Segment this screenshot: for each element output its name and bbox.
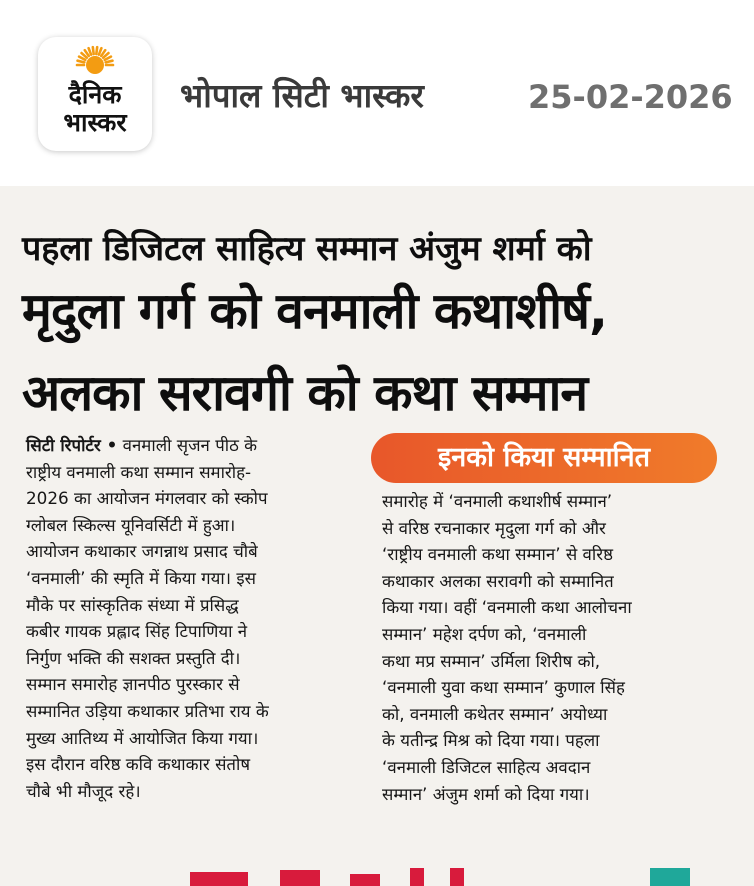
article-line: मुख्य आतिथ्य में आयोजित किया गया। bbox=[26, 727, 259, 748]
sun-ray bbox=[96, 47, 97, 54]
sun-ray bbox=[93, 47, 94, 54]
article-line: सम्मानित उड़िया कथाकार प्रतिभा राय के bbox=[26, 700, 269, 721]
article-line: किया गया। वहीं ‘वनमाली कथा आलोचना bbox=[382, 597, 632, 618]
article-left-column bbox=[26, 432, 361, 804]
article-line: कथाकार अलका सरावगी को सम्मानित bbox=[382, 570, 614, 591]
article-line: ‘वनमाली युवा कथा सम्मान’ कुणाल सिंह bbox=[382, 677, 625, 698]
article-line bbox=[26, 432, 361, 459]
sun-ray bbox=[89, 48, 91, 55]
article-line: ग्लोबल स्किल्स यूनिवर्सिटी में हुआ। bbox=[26, 514, 236, 535]
headline-line-3: अलका सरावगी को कथा सम्मान bbox=[22, 364, 588, 422]
edition-title: भोपाल सिटी भास्कर bbox=[180, 76, 424, 115]
sun-logo-icon bbox=[72, 43, 118, 83]
article-line: 2026 का आयोजन मंगलवार को स्कोप bbox=[26, 488, 268, 509]
logo-text-bhaskar: भास्कर bbox=[63, 108, 127, 137]
article-line: से वरिष्ठ रचनाकार मृदुला गर्ग को और bbox=[382, 517, 606, 538]
next-article-cutoff bbox=[180, 866, 720, 886]
article-text: वनमाली सृजन पीठ के bbox=[117, 435, 258, 455]
honored-section-badge bbox=[371, 433, 717, 483]
edition-date: 25-02-2026 bbox=[528, 78, 733, 116]
article-line: सम्मान समारोह ज्ञानपीठ पुरस्कार से bbox=[26, 674, 240, 695]
article-line: को, वनमाली कथेतर सम्मान’ अयोध्या bbox=[382, 703, 608, 724]
article-line: चौबे भी मौजूद रहे। bbox=[26, 780, 141, 801]
article-right-column bbox=[382, 488, 727, 807]
article-line: इस दौरान वरिष्ठ कवि कथाकार संतोष bbox=[26, 754, 251, 775]
logo-text-dainik: दैनिक bbox=[68, 80, 122, 109]
article-line: ‘वनमाली डिजिटल साहित्य अवदान bbox=[382, 756, 591, 777]
article-line: मौके पर सांस्कृतिक संध्या में प्रसिद्ध bbox=[26, 594, 239, 615]
byline: सिटी रिपोर्टर • bbox=[26, 435, 118, 455]
article-line: के यतीन्द्र मिश्र को दिया गया। पहला bbox=[382, 730, 600, 751]
article-line: कबीर गायक प्रह्लाद सिंह टिपाणिया ने bbox=[26, 621, 248, 642]
article-line: ‘राष्ट्रीय वनमाली कथा सम्मान’ से वरिष्ठ bbox=[382, 544, 613, 565]
app-header bbox=[0, 0, 754, 180]
dainik-bhaskar-logo[interactable] bbox=[38, 37, 152, 151]
sun-ray bbox=[106, 61, 113, 63]
badge-label: इनको किया सम्मानित bbox=[438, 442, 650, 473]
headline-line-2: मृदुला गर्ग को वनमाली कथाशीर्ष, bbox=[22, 282, 607, 340]
headline-line-1: पहला डिजिटल साहित्य सम्मान अंजुम शर्मा को bbox=[22, 229, 592, 269]
article-line: कथा मप्र सम्मान’ उर्मिला शिरीष को, bbox=[382, 650, 601, 671]
sun-ray bbox=[78, 61, 85, 63]
article-line: सम्मान’ अंजुम शर्मा को दिया गया। bbox=[382, 783, 590, 804]
article-line: आयोजन कथाकार जगन्नाथ प्रसाद चौबे bbox=[26, 541, 258, 562]
article-line: सम्मान’ महेश दर्पण को, ‘वनमाली bbox=[382, 623, 587, 644]
article-line: राष्ट्रीय वनमाली कथा सम्मान समारोह- bbox=[26, 461, 252, 482]
article-line: निर्गुण भक्ति की सशक्त प्रस्तुति दी। bbox=[26, 647, 241, 668]
article-line: ‘वनमाली’ की स्मृति में किया गया। इस bbox=[26, 567, 256, 588]
article-line: समारोह में ‘वनमाली कथाशीर्ष सम्मान’ bbox=[382, 491, 613, 511]
sun-ray bbox=[99, 48, 101, 55]
